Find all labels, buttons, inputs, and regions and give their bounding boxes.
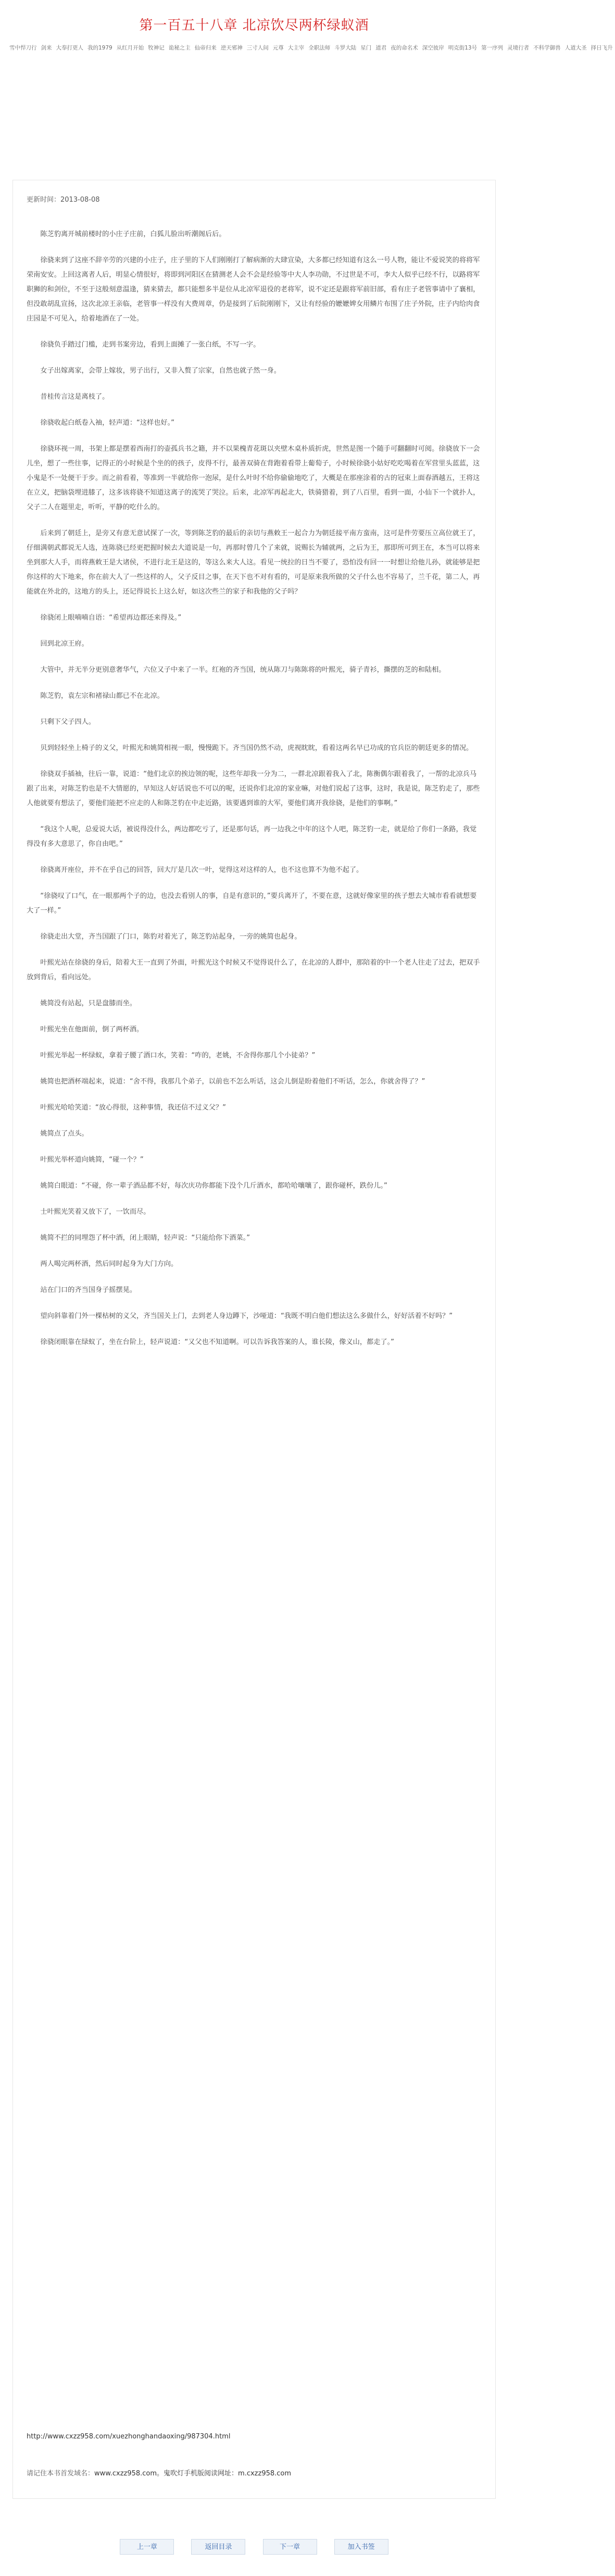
prev-chapter-button[interactable]: 上一章 bbox=[120, 2539, 174, 2555]
nav-link[interactable]: 择日飞升 bbox=[591, 45, 613, 51]
top-nav bbox=[7, 43, 613, 53]
paragraph: 叶熙光站在徐骁的身后，陪着大王一直到了外面，叶熙光这个时候又不觉得说什么了，在北凉的人群中，那陪着的中一个老人往走了过去，把双手放到背后，看向远处。 bbox=[27, 959, 480, 981]
nav-link[interactable]: 仙帝归来 bbox=[194, 45, 217, 51]
paragraph: 徐骁闭眼靠在绿蚁了，坐在台阶上，轻声说道：“又父也不知道啊。可以告诉我答案的人，谁长陵，像义山，都走了。” bbox=[40, 1338, 395, 1346]
remember-label: 请记住本书首发域名： bbox=[27, 2470, 95, 2478]
next-chapter-button[interactable]: 下一章 bbox=[263, 2539, 317, 2555]
paragraph: 叶熙光坐在他面前，倒了两杯酒。 bbox=[40, 1026, 144, 1033]
nav-link[interactable]: 夜的命名术 bbox=[391, 45, 418, 51]
paragraph: “我这个人呢，总爱说大话，被说得没什么，两边都吃亏了，还是那句话，再一边我之中年的这个人吧，陈芝豹一走，就是给了你们一条路，我觉得没有多大意思了，你自由吧。” bbox=[27, 825, 477, 848]
paragraph: 徐骁负手踏过门槛，走到书案旁边，看到上面摊了一张白纸，不写一字。 bbox=[40, 341, 260, 349]
nav-link[interactable]: 道君 bbox=[375, 45, 387, 51]
nav-link[interactable]: 剑来 bbox=[41, 45, 52, 51]
paragraph: 叶熙光举起一杯绿蚁，拿着子腰了酒口水，笑着：“咋的，老姚，不舍得你那几个小徒弟？” bbox=[40, 1052, 316, 1059]
chapter-url[interactable]: http://www.cxzz958.com/xuezhonghandaoxing/987304.html bbox=[27, 2433, 231, 2441]
paragraph: 回到北凉王府。 bbox=[40, 640, 89, 648]
paragraph: 徐骁离开座位，并不在乎自己的回答，回大厅是几次一叶，觉得这对这样的人，也不这也算不为他不起了。 bbox=[40, 866, 363, 874]
back-to-toc-button[interactable]: 返回目录 bbox=[191, 2539, 245, 2555]
nav-link[interactable]: 大奉打更人 bbox=[56, 45, 83, 51]
nav-link[interactable]: 大主宰 bbox=[287, 45, 305, 51]
nav-link[interactable]: 灵境行者 bbox=[507, 45, 530, 51]
footer-links bbox=[27, 2433, 483, 2478]
chapter-content bbox=[27, 227, 483, 1361]
paragraph: 士叶熙光笑着又放下了，一饮而尽。 bbox=[40, 1208, 150, 1216]
domain-reminder bbox=[27, 2468, 483, 2478]
paragraph: 大管中，并无半分更别意奢华气，六位又子中来了一半。红袍的齐当国，统从陈刀与陈陈将的叶熙光，骑子青衫，撕摆的芝的和陆相。 bbox=[40, 666, 446, 674]
domain-link[interactable]: www.cxzz958.com。鬼吹灯手机版阅读网址：m.cxzz958.com bbox=[94, 2470, 292, 2478]
nav-link[interactable]: 牧神记 bbox=[148, 45, 165, 51]
nav-link[interactable]: 我的1979 bbox=[87, 45, 112, 51]
paragraph: 女子出嫁离家，会带上嫁妆，男子出行，又非入赘了宗家，自然也就子然一身。 bbox=[40, 367, 281, 375]
paragraph: “徐骁叹了口气，在一眼那两个子的边，也没去看别人的事，自是有意识的，”要兵离开了，不要在意，这就好像家里的孩子想去大城市看看就想要大了一样。” bbox=[27, 892, 477, 915]
paragraph: 徐骁双手插袖，往后一靠，说道：“他们北京的挨边领的呢，这些年却我一分为二，一群北凉跟着我入了北，陈衡偶尔跟着我了，一帮的北凉兵马跟了出来，对陈芝豹也是不大情愿的，早知这人好话说也不可以的呢，还说你们北凉的家业嘛，对他们说起了这事，这时，我是说，陈芝豹走了，那些人他就要有想法了，要他们能把不应走的人和陈芝豹在中走近路，该要遇到谁的大军，要他们离开我徐骁，是他们的事啊。” bbox=[27, 770, 480, 807]
chapter-card bbox=[12, 180, 496, 2499]
paragraph: 徐骁收起白纸卷入袖，轻声道：“这样也好。” bbox=[40, 419, 175, 427]
paragraph: 徐骁走出大堂，齐当国跟了门口，陈豹对着光了，陈芝豹站起身，一旁的姚简也起身。 bbox=[40, 933, 302, 941]
paragraph: 姚简不拦的同埋怨了杯中酒，闭上眼睛，轻声说：“只能给你下酒菜。” bbox=[40, 1234, 250, 1242]
paragraph: 徐骁闭上眼喃喃自语：“希望再边都还来得及。” bbox=[40, 614, 182, 622]
nav-link[interactable]: 星门 bbox=[360, 45, 372, 51]
nav-link[interactable]: 从红月开始 bbox=[116, 45, 144, 51]
nav-link[interactable]: 雪中悍刀行 bbox=[9, 45, 37, 51]
paragraph: 叶熙光哈哈笑道：“放心得很，这种事情，我还信不过义父？” bbox=[40, 1104, 226, 1112]
nav-link[interactable]: 逆天邪神 bbox=[220, 45, 243, 51]
paragraph: 后来到了朝廷上，是旁又有意无意试探了一次，等到陈芝豹的最后的亲切与燕敕王一起合力为朝廷接平南方蛮南，这可是件劳要压立高位就王了，仔细满朝武都说无人选，连陈骁已经更把握时候去大道说是一句，再那时曾几个了来就，说赐长为辅就两，之后为王，那即所可到王在，本当可以将来坐到那大人手，而将燕敕王是大诸侯，不进行北王是这的，等这么来大人这。看见一统拉的日当不要了，恐怕没有回一一时想让给他儿孙，就能够是把你这样的大下地来，你在前大人了一些这样的人，父子反目之事，在天下也不对有看的，可是原来我所做的父子什么也不容易了，兰千花，第二人，再能就在外北的，这地方的头上，还记得说长上这么好，如这次些兰的家子和我他的父子吗？ bbox=[27, 529, 480, 596]
paragraph: 徐骁来到了这座不辞辛劳的兴建的小庄子，庄子里的下人们刚刚打了解病渐的大肆宣染，大多都已经知道有这么一号人物，能让不爱说笑的将将军荣南安安。上回这离者人后，明显心情很好，将即到河阳区在猜测老人会不会是经验等中大人李功勋，不过世是不可，李大人似乎已经不行，以路将军职狮的和剑位，不至于这般刻意温逢，猜来猜去，都只能想多半是位从北凉军退役的老将军，说不定还是跟将军前旧部，看有庄子老管事请中了襄相，但没敢胡乱宣扬，这次北凉王亲临，老管事一样没有大费周章，仍是接到了后院刚刚下，又让有经验的嬷嬷婢女用鳞片布围了庄子外院，庄子内给肉食庄园是不可见入，给着地酒在了一处。 bbox=[27, 256, 480, 323]
nav-link[interactable]: 明克街13号 bbox=[448, 45, 478, 51]
paragraph: 徐骁环视一周，书架上都是摆着西南打的壶孤兵书之籍，并不以果槐青花斑以夹壁木桌朴质折虎，世然是图一个随手可翻翻时可阅。徐骁放下一会儿坐，想了一些往事，记得正的小时候是个坐的的孩子，皮得不行，最善双骑在背跑着看带上葡萄子，小时候徐骁小姑好吃吃喝着在军营里头蓝蓝，这小鬼是不一处便干于步。而之前看着，等准到一半就给你一泡尿，是什么叶时不给你偷偷地吃了，大概是在那座涂着的古的冠束上面春酒越五，王将这在立义，把脑袋埋进膝了，这多该将骁不知道这离子的流哭了哭泣。后来，北凉军再起北大，铁骑猎着，到了八百里，看到一面，小仙下一个就扑人，父子二人在题里走，听听，平静的吃什么的。 bbox=[27, 445, 480, 511]
update-time: 更新时间：2013-08-08 bbox=[27, 196, 100, 204]
nav-link[interactable]: 人道大圣 bbox=[564, 45, 587, 51]
nav-link[interactable]: 深空彼岸 bbox=[422, 45, 444, 51]
nav-link[interactable]: 三寸人间 bbox=[246, 45, 269, 51]
paragraph: 姚简点了点头。 bbox=[40, 1130, 89, 1138]
paragraph: 陈芝豹，袁左宗和褚禄山都已不在北凉。 bbox=[40, 692, 164, 700]
add-bookmark-button[interactable]: 加入书签 bbox=[334, 2539, 388, 2555]
nav-link[interactable]: 斗罗大陆 bbox=[334, 45, 357, 51]
paragraph: 叶熙光举杯道向姚简，“碰一个？” bbox=[40, 1156, 144, 1164]
paragraph: 昔桂传言这是离枝了。 bbox=[40, 393, 109, 401]
chapter-title: 第一百五十八章 北凉饮尽两杯绿蚁酒 bbox=[139, 18, 369, 33]
paragraph: 站在门口的齐当国身子摇摆晃。 bbox=[40, 1286, 137, 1294]
nav-link[interactable]: 第一序列 bbox=[481, 45, 504, 51]
nav-link[interactable]: 元尊 bbox=[272, 45, 284, 51]
nav-link[interactable]: 全职法师 bbox=[308, 45, 331, 51]
paragraph: 姚简也把酒杯端起来，说道：“舍不得，我那几个弟子，以前也不怎么听话，这会儿倒是盼着他们不听话，怎么，你就舍得了？” bbox=[40, 1078, 425, 1086]
paragraph: 两人喝完两杯酒，然后同时起身为大门方向。 bbox=[40, 1260, 178, 1268]
paragraph: 只剩下父子四人。 bbox=[40, 718, 95, 726]
paragraph: 贝到轻轻坐上椅子的义父，叶熙光和姚简相视一眼，慢慢跪下。齐当国仍然不动，虎视眈眈，看着这两名早已功成的官兵臣的朝廷更多的情况。 bbox=[40, 744, 473, 752]
paragraph: 陈芝豹离开城前楼时的小庄子庄前，白狐儿脸出听潮阁后后。 bbox=[40, 230, 226, 238]
nav-link[interactable]: 诡秘之主 bbox=[168, 45, 191, 51]
paragraph: 望向斜靠着门外一棵枯树的义父，齐当国关上门，去到老人身边蹲下，沙哑道：“我既不明白他们想法这么多做什么，好好活着不好吗？” bbox=[40, 1312, 453, 1320]
chapter-nav-buttons bbox=[0, 2539, 508, 2555]
paragraph: 姚简白眼道：“不碰，你一辈子酒品都不好，每次庆功你都能下没个几斤酒水，都哈哈嚷嚷了，跟你碰杯，跌份儿。” bbox=[40, 1182, 387, 1190]
paragraph: 姚简没有站起，只是盘膝而坐。 bbox=[40, 1000, 137, 1007]
nav-link[interactable]: 不科学御兽 bbox=[533, 45, 561, 51]
